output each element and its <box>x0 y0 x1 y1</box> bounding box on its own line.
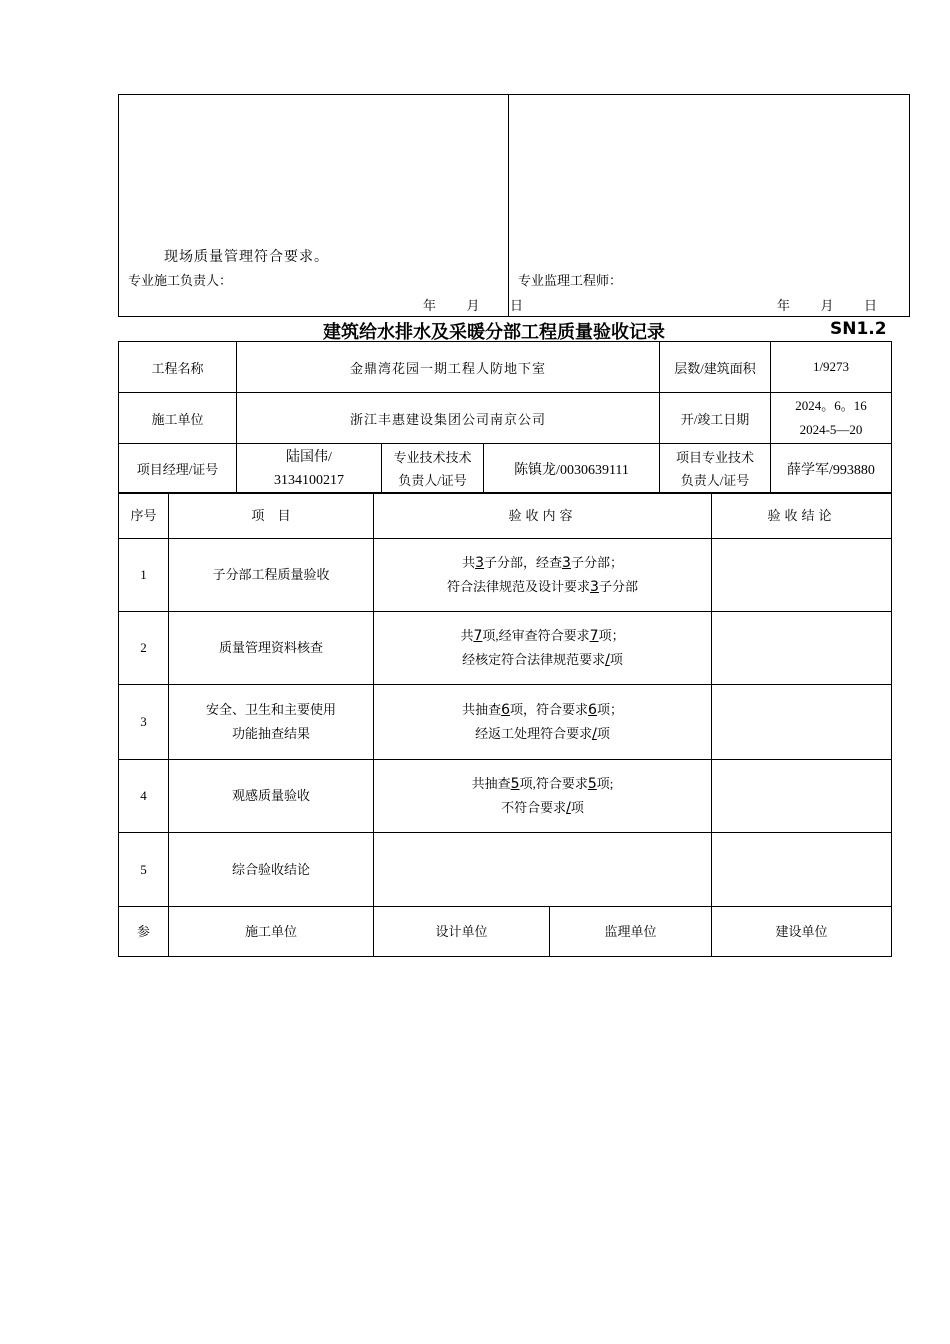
row-content <box>374 612 712 685</box>
row-item-line2: 功能抽查结果 <box>231 726 310 741</box>
floors-area-value: 1/9273 <box>771 342 892 393</box>
tech-label-line1: 专业技术技术 <box>393 449 472 465</box>
row-content <box>374 685 712 760</box>
row-conclusion <box>712 539 892 612</box>
participant-design: 设计单位 <box>374 907 550 957</box>
row-conclusion <box>712 833 892 907</box>
proj-tech-value: 薛学军/993880 <box>771 444 892 494</box>
project-name-value: 金鼎湾花园一期工程人防地下室 <box>237 342 660 393</box>
acceptance-header-row <box>119 493 892 539</box>
tech-label <box>382 444 484 494</box>
row-no: 5 <box>119 833 169 907</box>
participant-owner: 建设单位 <box>712 907 892 957</box>
content-line-1: 共7项,经审查符合要求7项； <box>460 628 625 644</box>
row-item: 观感质量验收 <box>169 760 374 833</box>
info-row-contractor <box>119 393 892 444</box>
form-title: 建筑给水排水及采暖分部工程质量验收记录 <box>323 322 665 343</box>
count-value: / <box>566 800 571 816</box>
participant-construction: 施工单位 <box>169 907 374 957</box>
count-value: 6 <box>501 702 510 718</box>
left-statement: 现场质量管理符合要求。 <box>164 249 329 265</box>
acceptance-table <box>118 492 892 957</box>
content-line-1: 共抽查5项,符合要求5项; <box>471 776 614 792</box>
project-name-label: 工程名称 <box>119 342 237 393</box>
content-line-1: 共3子分部，经查3子分部； <box>462 555 623 571</box>
row-no: 1 <box>119 539 169 612</box>
row-item <box>169 685 374 760</box>
count-value: / <box>605 652 610 668</box>
proj-tech-label-line2: 负责人/证号 <box>680 472 750 488</box>
row-conclusion <box>712 612 892 685</box>
floors-area-label: 层数/建筑面积 <box>660 342 771 393</box>
pm-name: 陆国伟/ <box>286 449 332 465</box>
row-item: 质量管理资料核查 <box>169 612 374 685</box>
form-code: SN1.2 <box>830 319 887 339</box>
row-item: 综合验收结论 <box>169 833 374 907</box>
contractor-label: 施工单位 <box>119 393 237 444</box>
right-signer-label: 专业监理工程师： <box>518 273 623 288</box>
count-value: / <box>592 726 597 742</box>
participate-label: 参 <box>119 907 169 957</box>
row-no: 3 <box>119 685 169 760</box>
dates-value <box>771 393 892 444</box>
header-no: 序号 <box>119 493 169 539</box>
row-content <box>374 833 712 907</box>
content-line-2: 符合法律规范及设计要求3子分部 <box>447 579 638 595</box>
tech-label-line2: 负责人/证号 <box>398 472 467 488</box>
left-signer-label: 专业施工负责人： <box>128 273 233 288</box>
count-value: 3 <box>475 555 484 571</box>
table-row <box>119 685 892 760</box>
row-conclusion <box>712 760 892 833</box>
proj-tech-label <box>660 444 771 494</box>
dates-label: 开/竣工日期 <box>660 393 771 444</box>
row-item-line1: 安全、卫生和主要使用 <box>205 702 336 717</box>
right-date: 年 月 日 <box>777 298 878 313</box>
info-table <box>118 341 892 494</box>
content-line-2: 不符合要求/项 <box>501 800 584 816</box>
count-value: 7 <box>589 628 599 644</box>
signature-divider <box>508 94 509 317</box>
start-date: 2024。6。16 <box>795 398 867 413</box>
participant-supervision: 监理单位 <box>550 907 712 957</box>
table-row <box>119 612 892 685</box>
content-line-1: 共抽查6项，符合要求6项； <box>462 702 623 718</box>
count-value: 7 <box>473 628 483 644</box>
count-value: 3 <box>562 555 571 571</box>
count-value: 5 <box>587 776 597 792</box>
left-date: 年 月 日 <box>423 298 524 313</box>
pm-label: 项目经理/证号 <box>119 444 237 494</box>
row-content <box>374 539 712 612</box>
proj-tech-label-line1: 项目专业技术 <box>675 449 754 465</box>
signature-section <box>118 94 910 317</box>
header-conclusion: 验收结论 <box>712 493 892 539</box>
row-no: 4 <box>119 760 169 833</box>
row-conclusion <box>712 685 892 760</box>
row-no: 2 <box>119 612 169 685</box>
content-line-2: 经核定符合法律规范要求/项 <box>462 652 623 668</box>
table-row <box>119 760 892 833</box>
row-content <box>374 760 712 833</box>
end-date: 2024-5—20 <box>799 422 863 437</box>
tech-value: 陈镇龙/0030639111 <box>484 444 660 494</box>
count-value: 6 <box>588 702 597 718</box>
count-value: 5 <box>510 776 520 792</box>
contractor-value: 浙江丰惠建设集团公司南京公司 <box>237 393 660 444</box>
pm-value <box>237 444 382 494</box>
table-row <box>119 833 892 907</box>
pm-cert: 3134100217 <box>274 472 344 488</box>
row-item: 子分部工程质量验收 <box>169 539 374 612</box>
header-item: 项 目 <box>169 493 374 539</box>
info-row-project <box>119 342 892 393</box>
header-content: 验收内容 <box>374 493 712 539</box>
participants-row <box>119 907 892 957</box>
info-row-managers <box>119 444 892 494</box>
content-line-2: 经返工处理符合要求/项 <box>475 726 610 742</box>
table-row <box>119 539 892 612</box>
count-value: 3 <box>590 579 599 595</box>
